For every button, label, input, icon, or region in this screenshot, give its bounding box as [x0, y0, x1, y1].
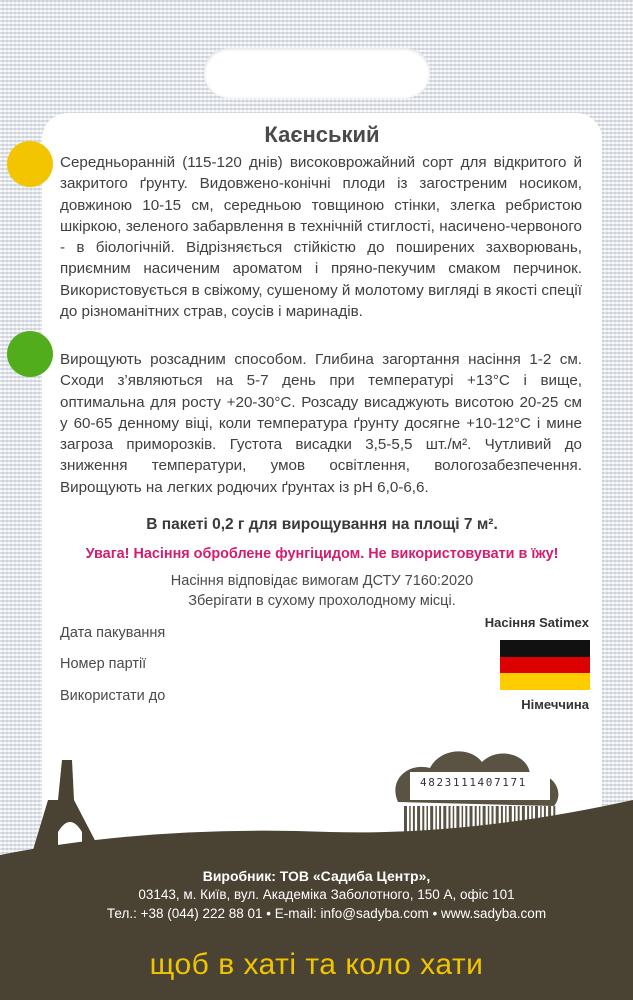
dstu-standard: Насіння відповідає вимогам ДСТУ 7160:2020: [170, 573, 474, 589]
seed-brand: Насіння Satimex: [484, 615, 589, 630]
use-by-label: Використати до: [60, 688, 166, 704]
growing-text: Вирощують розсадним способом. Глибина загортання насіння 1-2 см. Сходи з’являються на 5-7 день при температурі +13°С і вище, оптимальна для росту +20-30°С. Розсаду висаджують висотою 20-25 см у 60-65 денному віці, коли температура ґрунту досягне +10-12°С і мине загроза приморозків. Густота висадки 3,5-5,5 шт./м². Чутливий до зниження температури, умов освітлення, вологозабезпечення. Вирощують на легких родючих ґрунтах із pH 6,0-6,6.: [60, 351, 582, 496]
description-text: Середньоранній (115-120 днів) високоврожайний сорт для відкритого й закритого ґрунту. Видовжено-конічні плоди із загостреним носиком, довжиною 10-15 см, середньою товщиною стінки, злегка ребристою шкіркою, зеленого забарвлення в технічній стиглості, насичено-червоного - в біологічній. Відрізняється стійкістю до поширених захворювань, приємним насиченим ароматом і пряно-пекучим смаком перчинок. Використовується в свіжому, сушеному й молотому вигляді в якості спеції до різноманітних страв, соусів і маринадів.: [60, 154, 582, 321]
fungicide-warning: Увага! Насіння оброблене фунгіцидом. Не використовувати в їжу!: [85, 546, 559, 562]
variety-title: Каєнський: [264, 122, 380, 147]
packet-info: В пакеті 0,2 г для вирощування на площі 7 м².: [146, 516, 498, 533]
producer-contacts: Тел.: +38 (044) 222 88 01 • E-mail: info@sadyba.com • www.sadyba.com: [106, 906, 547, 921]
barcode-number: 4823111407171: [420, 776, 527, 789]
producer-name: Виробник: ТОВ «Садиба Центр»,: [202, 868, 431, 884]
storage-info: Зберігати в сухому прохолодному місці.: [188, 593, 456, 609]
slogan: щоб в хаті та коло хати: [149, 948, 484, 981]
germany-flag-icon: [500, 640, 590, 690]
country-label: Німеччина: [521, 697, 589, 712]
batch-number-label: Номер партії: [60, 656, 147, 672]
hang-hole: [204, 48, 430, 98]
producer-address: 03143, м. Київ, вул. Академіка Заболотного, 150 А, офіс 101: [138, 887, 515, 902]
green-dot-icon: [7, 331, 53, 377]
pack-date-label: Дата пакування: [60, 625, 166, 641]
